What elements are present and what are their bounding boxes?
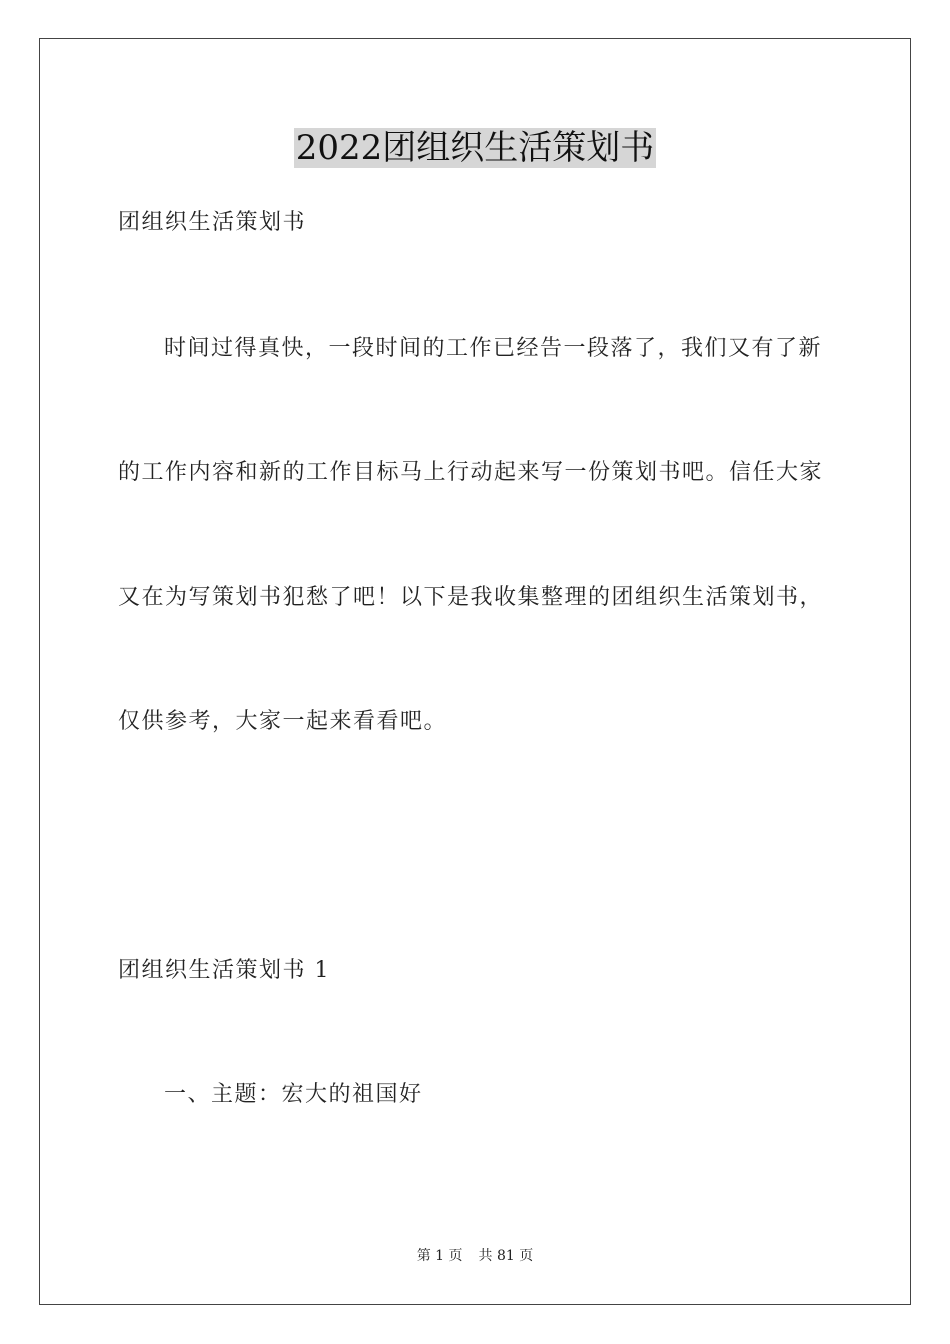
intro-line-3: 又在为写策划书犯愁了吧！以下是我收集整理的团组织生活策划书， <box>118 585 824 610</box>
intro-line-2: 的工作内容和新的工作目标马上行动起来写一份策划书吧。信任大家 <box>118 460 824 485</box>
page-number: 第 1 页 <box>416 1248 463 1264</box>
intro-line-4: 仅供参考，大家一起来看看吧。 <box>118 709 448 734</box>
page-footer <box>0 1246 950 1266</box>
document-title-text: 2022团组织生活策划书 <box>295 128 655 168</box>
section-heading: 团组织生活策划书 1 <box>118 958 330 983</box>
total-pages: 共 81 页 <box>478 1248 534 1264</box>
intro-line-1: 时间过得真快，一段时间的工作已经告一段落了，我们又有了新 <box>164 336 823 361</box>
document-title <box>0 122 950 174</box>
list-item-1: 一、主题：宏大的祖国好 <box>164 1082 423 1107</box>
document-subtitle: 团组织生活策划书 <box>118 210 307 235</box>
